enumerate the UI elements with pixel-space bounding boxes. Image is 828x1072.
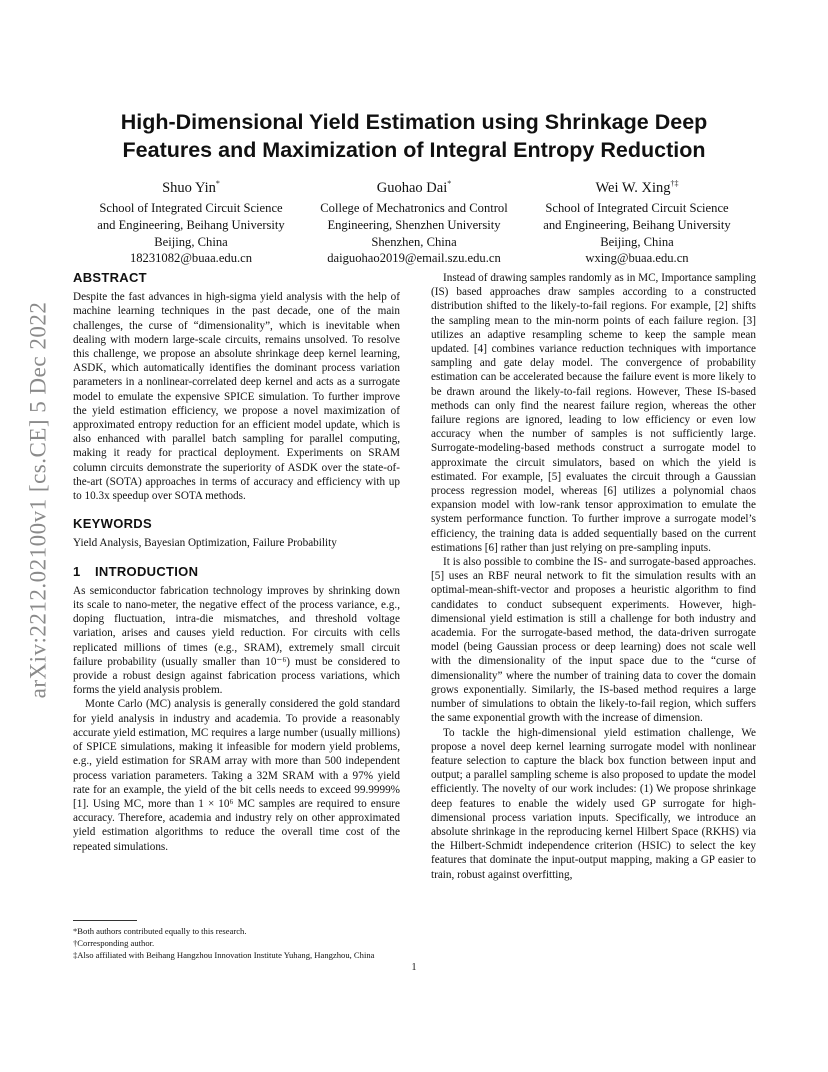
author-mark: †‡ xyxy=(670,179,679,188)
author-location: Shenzhen, China xyxy=(371,234,457,249)
arxiv-stamp-text: arXiv:2212.02100v1 [cs.CE] 5 Dec 2022 xyxy=(25,301,50,699)
author-email: daiguohao2019@email.szu.edu.cn xyxy=(327,251,501,266)
author-email: 18231082@buaa.edu.cn xyxy=(129,251,253,266)
right-paragraph-2: It is also possible to combine the IS- and surrogate-based approaches. [5] uses an RBF neural network to fit the simulation results with an optimal-mean-shift-vector and proposes a heuristic algorithm to find candidates to conduct subsequent experiments. However, high-dimensional yield estimation is still a challenge for both industry and academia. For the surrogate-based method, the data-driven surrogate model (being Gaussian process or deep learning) does not scale well with the dimensionality of the input space due to the “curse of dimensionality” where the number of training data to cover the domain grows exponentially. Similarly, the IS-based method requires a large number of simulations to obtain the likely-to-fail region, which suffers the same exponential growth with the increase of dimension. xyxy=(431,556,756,725)
intro-paragraph-1: As semiconductor fabrication technology improves by shrinking down its scale to nano-meter, the negative effect of the process variance, e.g., doping fluctuation, intra-die mismatches, and threshold voltage variation, arises and causes yield reduction. For circuits with cells replicated millions of times (e.g., SRAM), extremely small circuit failure probability (usually smaller than 10⁻⁶) must be considered to provide a robust design against fabrication process variations, which forms the yield analysis problem. xyxy=(73,584,400,697)
abstract-heading: ABSTRACT xyxy=(73,270,147,285)
author-3 xyxy=(526,176,748,267)
footnote-1: *Both authors contributed equally to this research. xyxy=(73,926,247,936)
author-block xyxy=(80,176,748,267)
author-affiliation: School of Integrated Circuit Science xyxy=(99,201,283,216)
author-name: Guohao Dai xyxy=(376,179,448,196)
author-email: wxing@buaa.edu.cn xyxy=(585,251,689,266)
author-affiliation: Engineering, Shenzhen University xyxy=(327,218,501,233)
author-affiliation: School of Integrated Circuit Science xyxy=(545,201,729,216)
footnote-rule xyxy=(73,920,137,921)
author-mark: * xyxy=(215,179,220,188)
right-paragraph-1: Instead of drawing samples randomly as in MC, Importance sampling (IS) based approaches draw samples according to a constructed distribution shifted to the likely-to-fail regions. For example, [2] shifts the sampling mean to the min-norm points of each failure region. [3] utilizes an adaptive resampling scheme to keep the sample mean updated. [4] combines variance reduction techniques with importance sampling and gate delay model. The convergence of probability estimation can be accelerated because the failure event is more likely to be drawn around the likely-to-fail regions. However, These IS-based methods can only find the nearest failure region, whereas the other failure regions are ignored, leading to low efficiency or even low accuracy when the number of samples is not sufficiently large. Surrogate-modeling-based methods construct a surrogate model to approximate the circuit simulators, based on which the yield is estimated. For example, [5] evaluates the circuit through a Gaussian process regression model, whereas [6] utilizes a polynomial chaos expansion model with low-rank tensor approximation to emulate the system performance function. To further improve a surrogate model’s efficiency, the training data is added sequentially based on the current estimations [6] rather than just relying on pre-sampling inputs. xyxy=(431,272,756,554)
section-number: 1 xyxy=(73,563,81,579)
page-number: 1 xyxy=(411,962,417,973)
keywords-text: Yield Analysis, Bayesian Optimization, Failure Probability xyxy=(73,537,337,550)
abstract-text: Despite the fast advances in high-sigma yield analysis with the help of machine learning techniques in the past decade, one of the main challenges, the curse of “dimensionality”, which is inevitable when dealing with modern large-scale circuits, remains unsolved. To resolve this challenge, we propose an absolute shrinkage deep kernel learning, ASDK, which automatically identifies the dominant process variation parameters in a nonlinear-correlated deep kernel and acts as a surrogate model to emulate the expensive SPICE simulation. To further improve the yield estimation efficiency, we propose a novel maximization of approximated entropy reduction for an efficient model update, which is also enhanced with parallel batch sampling for parallel computing, making it ready for practical deployment. Experiments on SRAM column circuits demonstrate the superiority of ASDK over the state-of-the-art (SOTA) approaches in terms of accuracy and efficiency with up to 10.3x speedup over SOTA methods. xyxy=(73,291,400,503)
author-name: Shuo Yin xyxy=(162,179,216,196)
footnotes xyxy=(73,925,413,961)
arxiv-stamp xyxy=(18,290,58,710)
author-location: Beijing, China xyxy=(600,234,674,249)
author-affiliation: and Engineering, Beihang University xyxy=(543,218,731,233)
paper-title xyxy=(90,108,738,164)
right-paragraph-3: To tackle the high-dimensional yield estimation challenge, We propose a novel deep kernel learning surrogate model with nonlinear feature selection to capture the black box function between input and output; a parallel sampling scheme is also proposed to update the model efficiently. The novelty of our work includes: (1) We propose shrinkage deep features to enable the widely used GP surrogate for high-dimensional process variation inputs. Specifically, we introduce an absolute shrinkage in the reproducing kernel Hilbert Space (RKHS) via the Hilbert-Schmidt independence criterion (HSIC) to select the key features that dominate the input-output mapping, making a GP easier to train, robust against overfitting, xyxy=(431,726,756,881)
author-mark: * xyxy=(447,179,452,188)
intro-heading xyxy=(73,565,400,579)
author-2 xyxy=(303,176,525,267)
section-title: INTRODUCTION xyxy=(95,563,199,579)
author-1 xyxy=(80,176,302,267)
author-location: Beijing, China xyxy=(154,234,228,249)
author-affiliation: College of Mechatronics and Control xyxy=(320,201,508,216)
footnote-3: ‡Also affiliated with Beihang Hangzhou Innovation Institute Yuhang, Hangzhou, China xyxy=(73,950,375,960)
left-column xyxy=(73,271,400,854)
title-line-1: High-Dimensional Yield Estimation using Shrinkage Deep xyxy=(120,110,708,134)
author-name: Wei W. Xing xyxy=(595,179,671,196)
right-column xyxy=(431,271,756,882)
title-line-2: Features and Maximization of Integral Entropy Reduction xyxy=(122,138,706,162)
intro-paragraph-2: Monte Carlo (MC) analysis is generally considered the gold standard for yield analysis in industry and academia. To provide a reasonably accurate yield estimation, MC requires a large number (usually millions) of SPICE simulations, making it infeasible for modern yield problems, e.g., yield estimation for SRAM array with more than 500 independent process variation parameters. Taking a 32M SRAM with a 97% yield rate for an example, the yield of the bit cells needs to exceed 99.9999%[1]. Using MC, more than 1 × 10⁶ MC samples are required to ensure accuracy. Therefore, academia and industry rely on other approximated yield estimation algorithms to reduce the overall time cost of the repeated simulations. xyxy=(73,698,400,853)
keywords-heading: KEYWORDS xyxy=(73,516,152,532)
footnote-2: †Corresponding author. xyxy=(73,938,155,948)
author-affiliation: and Engineering, Beihang University xyxy=(97,218,285,233)
